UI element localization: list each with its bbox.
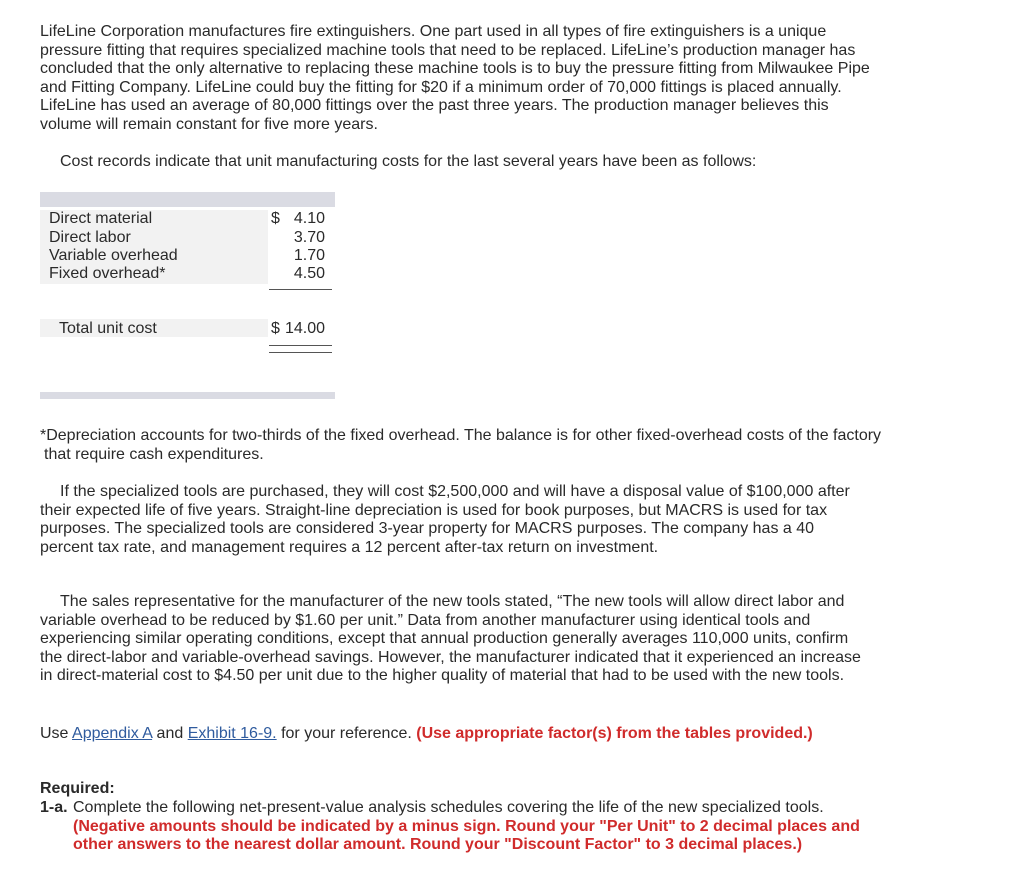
exhibit-16-9-link[interactable]: Exhibit 16-9. <box>187 725 277 742</box>
cost-row-value: 1.70 <box>293 247 325 264</box>
reference-middle: and <box>152 725 188 742</box>
requirement-body <box>73 799 870 855</box>
currency-symbol: $ <box>271 320 280 337</box>
cost-row-label: Variable overhead <box>49 247 178 264</box>
cost-row-value: 3.70 <box>293 229 325 246</box>
cost-row-value: 4.50 <box>293 265 325 282</box>
total-double-rule-top <box>269 345 332 346</box>
depreciation-footnote: *Depreciation accounts for two-thirds of the fixed overhead. The balance is for other fixed-overhead costs of the factory that require cash expenditures. <box>40 427 882 463</box>
cost-row-label: Direct labor <box>49 229 131 246</box>
rounding-instruction: (Negative amounts should be indicated by a minus sign. Round your "Per Unit" to 2 decimal places and other answers to the nearest dollar amount. Round your "Discount Factor" to 3 decimal places.) <box>73 817 860 853</box>
reference-line <box>40 725 830 744</box>
requirement-text: Complete the following net-present-value analysis schedules covering the life of the new specialized tools. <box>73 799 824 816</box>
appendix-a-link[interactable]: Appendix A <box>72 725 153 742</box>
unit-cost-table <box>40 192 335 401</box>
cost-row-value: 4.10 <box>293 210 325 227</box>
sales-rep-paragraph: The sales representative for the manufacturer of the new tools stated, “The new tools will allow direct labor and variable overhead to be reduced by $1.60 per unit.” Data from another manufacturer using identical tools and experiencing similar operating conditions, except that annual production generally averages 110,000 units, confirm the direct-labor and variable-overhead savings. However, the manufacturer indicated that it experienced an increase in direct-material cost to $4.50 per unit due to the higher quality of material that had to be used with the new tools. <box>40 593 861 684</box>
reference-prefix: Use <box>40 725 73 742</box>
table-header-band <box>40 192 335 207</box>
cost-row-label: Fixed overhead* <box>49 265 166 282</box>
requirement-1a <box>40 799 870 855</box>
total-double-rule-bottom <box>269 352 332 353</box>
total-value: 14.00 <box>284 320 325 337</box>
tools-cost-paragraph: If the specialized tools are purchased, they will cost $2,500,000 and will have a disposal value of $100,000 after their expected life of five years. Straight-line depreciation is used for book purposes, but MACRS is used for tax purposes. The specialized tools are considered 3-year property for MACRS purposes. The company has a 40 percent tax rate, and management requires a 12 percent after-tax return on investment. <box>40 483 850 556</box>
table-footer-band <box>40 392 335 399</box>
reference-suffix: for your reference. <box>276 725 417 742</box>
subtotal-rule <box>269 289 332 290</box>
intro-paragraph: LifeLine Corporation manufactures fire extinguishers. One part used in all types of fire extinguishers is a unique pressure fitting that requires specialized machine tools that need to be replaced. LifeLine’s production manager has concluded that the only alternative to replacing these machine tools is to buy the pressure fitting from Milwaukee Pipe and Fitting Company. LifeLine could buy the fitting for $20 if a minimum order of 70,000 fittings is placed annually. LifeLine has used an average of 80,000 fittings over the past three years. The production manager believes this volume will remain constant for five more years. <box>40 23 870 133</box>
cost-row-label: Direct material <box>49 210 153 227</box>
cost-records-intro: Cost records indicate that unit manufacturing costs for the last several years have been as follows: <box>60 153 757 170</box>
total-label: Total unit cost <box>59 320 157 337</box>
currency-symbol: $ <box>271 210 280 227</box>
requirement-number: 1-a. <box>40 799 68 816</box>
factor-instruction: (Use appropriate factor(s) from the tables provided.) <box>416 725 813 742</box>
required-heading: Required: <box>40 780 115 797</box>
